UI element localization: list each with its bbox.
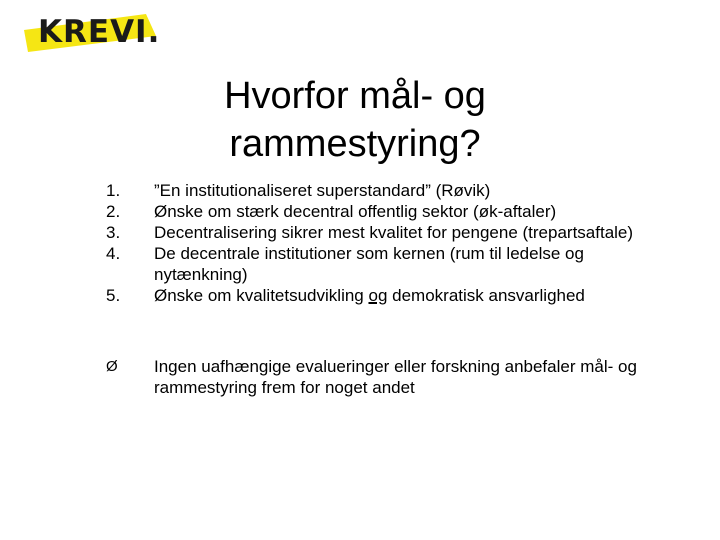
list-item — [106, 243, 666, 285]
conclusion-item — [106, 356, 666, 398]
list-number: 2. — [106, 202, 121, 221]
list-item-text: De decentrale institutioner som kernen (rum til ledelse og nytænkning) — [154, 244, 584, 284]
list-number: 3. — [106, 223, 121, 242]
list-item-text: ”En institutionaliseret superstandard” (Røvik) — [154, 181, 491, 200]
title-line-1: Hvorfor mål- og — [224, 75, 486, 117]
list-number: 5. — [106, 286, 121, 305]
logo-text: KREVI. — [38, 14, 161, 50]
title-line-2: rammestyring? — [229, 123, 481, 165]
list-item — [106, 201, 666, 222]
list-item-text — [154, 285, 666, 306]
list-number: 1. — [106, 181, 121, 200]
list-item-text: Ønske om stærk decentral offentlig sektor (øk-aftaler) — [154, 202, 557, 221]
arrow-bullet-icon: Ø — [106, 358, 118, 375]
list-item — [106, 222, 666, 243]
conclusion-text: Ingen uafhængige evalueringer eller forskning anbefaler mål- og rammestyring frem for noget andet — [154, 357, 637, 397]
krevi-logo — [18, 8, 160, 54]
list-item — [106, 285, 666, 306]
underlined-word: og — [368, 286, 388, 305]
numbered-list — [106, 180, 666, 398]
list-item-text-part: demokratisk ansvarlighed — [387, 286, 585, 305]
list-item-text-part: Ønske om kvalitetsudvikling — [154, 286, 369, 305]
list-item-text: Decentralisering sikrer mest kvalitet for pengene (trepartsaftale) — [154, 223, 634, 242]
slide-title — [150, 72, 560, 168]
list-item — [106, 180, 666, 201]
list-number: 4. — [106, 244, 121, 263]
